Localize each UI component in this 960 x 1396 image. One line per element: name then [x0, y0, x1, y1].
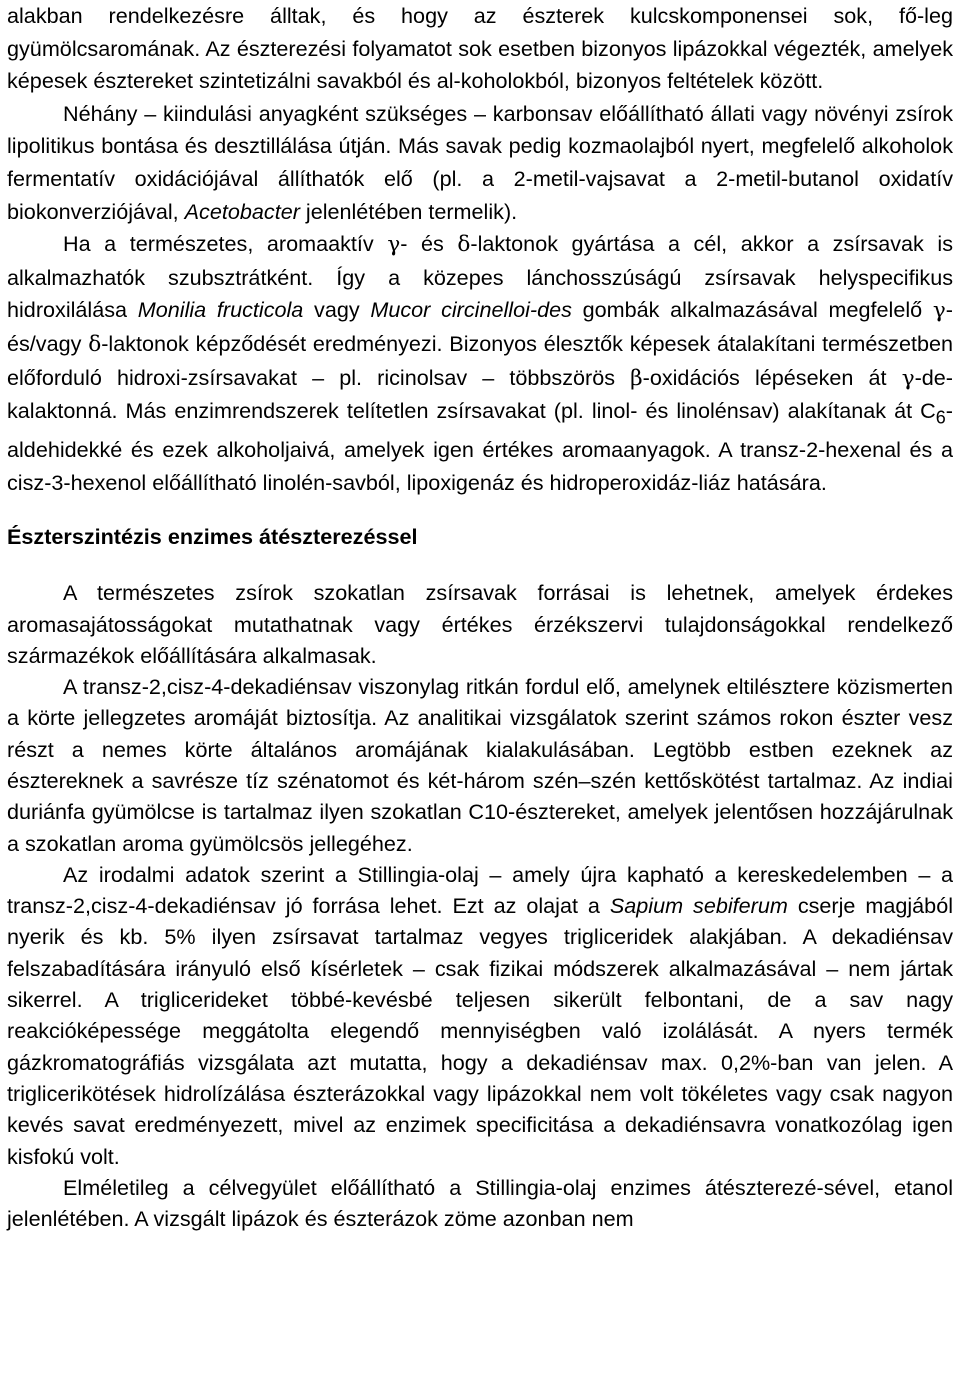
spacer	[7, 553, 953, 577]
section-heading: Észterszintézis enzimes átészterezéssel	[7, 524, 418, 550]
italic-organism-acetobacter: Acetobacter	[184, 198, 300, 224]
beta-symbol: β	[630, 365, 643, 391]
text-run: -laktonok képződését eredményezi. Bizonyos élesztők képesek átalakítani természetben előforduló hidroxi-zsírsavakat – pl. ricinolsav – többszörös	[7, 330, 954, 390]
paragraph-lactones	[7, 228, 953, 499]
text-run: gombák alkalmazásával megfelelő	[571, 297, 933, 323]
italic-organism-mucor: Mucor circinelloi-des	[370, 297, 572, 323]
text-run: vagy	[303, 297, 371, 323]
text-run: - és	[400, 231, 458, 257]
paragraph-stillingia-oil	[7, 859, 953, 1172]
subscript-six: 6	[935, 407, 946, 428]
delta-symbol: δ	[457, 232, 471, 258]
text-run: -laktonok gyártása a cél, akkor a zsírsavak is alkalmazhatók szubsztrátként. Így a közepes lánchosszúságú zsírsavak helyspecifikus hidroxilálása	[7, 231, 954, 323]
text-run: Ha a természetes, aromaaktív	[63, 231, 388, 257]
paragraph-continuation: alakban rendelkezésre álltak, és hogy az észterek kulcskomponensei sok, fő-leg gyümölcsaromának. Az észterezési folyamatot sok esetben bizonyos lipázokkal végezték, amelyek képesek észtereket szintetizálni savakból és al-koholokból, bizonyos feltételek között.	[7, 3, 953, 94]
text-run: cserje magjából nyerik és kb. 5% ilyen zsírsavat tartalmaz vegyes trigliceridek alakjában. A dekadiénsav felszabadítására irányuló első kísérletek – csak fizikai módszerek alkalmazásával – nem jártak sikerrel. A triglicerideket többé-kevésbé teljesen sikerült felbontani, de a sav nagy reakcióképessége meggátolta elegendő mennyiségben való izolálását. A nyers termék gázkromatográfiás vizsgálata azt mutatta, hogy a dekadiénsav max. 0,2%-ban van jelen. A triglicerikötések hidrolízálása észterázokkal vagy lipázokkal nem volt tökéletes vagy csak nagyon kevés savat eredményezett, mivel az enzimek specificitása a dekadiénsavra vonatkozólag igen kisfokú volt.	[7, 893, 953, 1169]
italic-organism-monilia: Monilia fructicola	[137, 297, 304, 323]
text-run: - és/vagy	[7, 297, 953, 356]
paragraph-theoretical-synthesis: Elméletileg a célvegyület előállítható a Stillingia-olaj enzimes átészterezé-sével, etanol jelenlétében. A vizsgált lipázok és észterázok zöme azonban nem	[7, 1174, 953, 1232]
italic-species-sapium: Sapium sebiferum	[609, 893, 788, 919]
text-run: -aldehidekké és ezek alkoholjaivá, amelyek igen értékes aromaanyagok. A transz-2-hexenal és a cisz-3-hexenol előállítható linolén-savból, lipoxigenáz és hidroperoxidáz-liáz hatására.	[7, 398, 953, 495]
gamma-symbol: γ	[901, 365, 915, 391]
paragraph-natural-fats: A természetes zsírok szokatlan zsírsavak forrásai is lehetnek, amelyek érdekes aromasajátosságokat mutathatnak vagy értékes érzékszervi tulajdonságokkal rendelkező származékok előállítására alkalmasak.	[7, 580, 953, 668]
gamma-symbol: γ	[387, 232, 401, 258]
text-run: Az irodalmi adatok szerint a Stillingia-olaj – amely újra kapható a kereskedelemben – a transz-2,cisz-4-dekadiénsav jó forrása lehet. Ezt az olajat a	[7, 861, 953, 919]
spacer	[7, 499, 953, 521]
paragraph-carboxylic-acids	[7, 98, 953, 228]
delta-symbol: δ	[88, 331, 102, 357]
paragraph-decadienoic-acid: A transz-2,cisz-4-dekadiénsav viszonylag ritkán fordul elő, amelynek eltilésztere közismerten a körte jellegzetes aromáját biztosítja. Az analitikai vizsgálatok szerint számos rokon észter vesz részt a nemes körte általános aromájának kialakulásában. Legtöbb estben ezeknek az észtereknek a savrésze tíz szénatomot és két-három szén–szén kettőskötést tartalmaz. Az indiai duriánfa gyümölcse is tartalmaz ilyen szokatlan C10-észtereket, amelyek jelentősen hozzájárulnak a szokatlan aroma gyümölcsös jellegéhez.	[7, 674, 953, 856]
document-page	[7, 0, 953, 1234]
text-run: -de-kalaktonná. Más enzimrendszerek telítetlen zsírsavakat (pl. linol- és linolénsav) alakítanak át C	[7, 364, 953, 424]
text-run: jelenlétében termelik).	[299, 198, 518, 224]
text-run: Néhány – kiindulási anyagként szükséges – karbonsav előállítható állati vagy növényi zsírok lipolitikus bontása és desztillálása útján. Más savak pedig kozmaolajból nyert, megfelelő alkoholok fermentatív oxidációjával állíthatók elő (pl. a 2-metil-vajsavat a 2-metil-butanol oxidatív biokonverziójával,	[7, 100, 953, 224]
text-run: -oxidációs lépéseken át	[642, 364, 902, 390]
gamma-symbol: γ	[932, 298, 946, 324]
